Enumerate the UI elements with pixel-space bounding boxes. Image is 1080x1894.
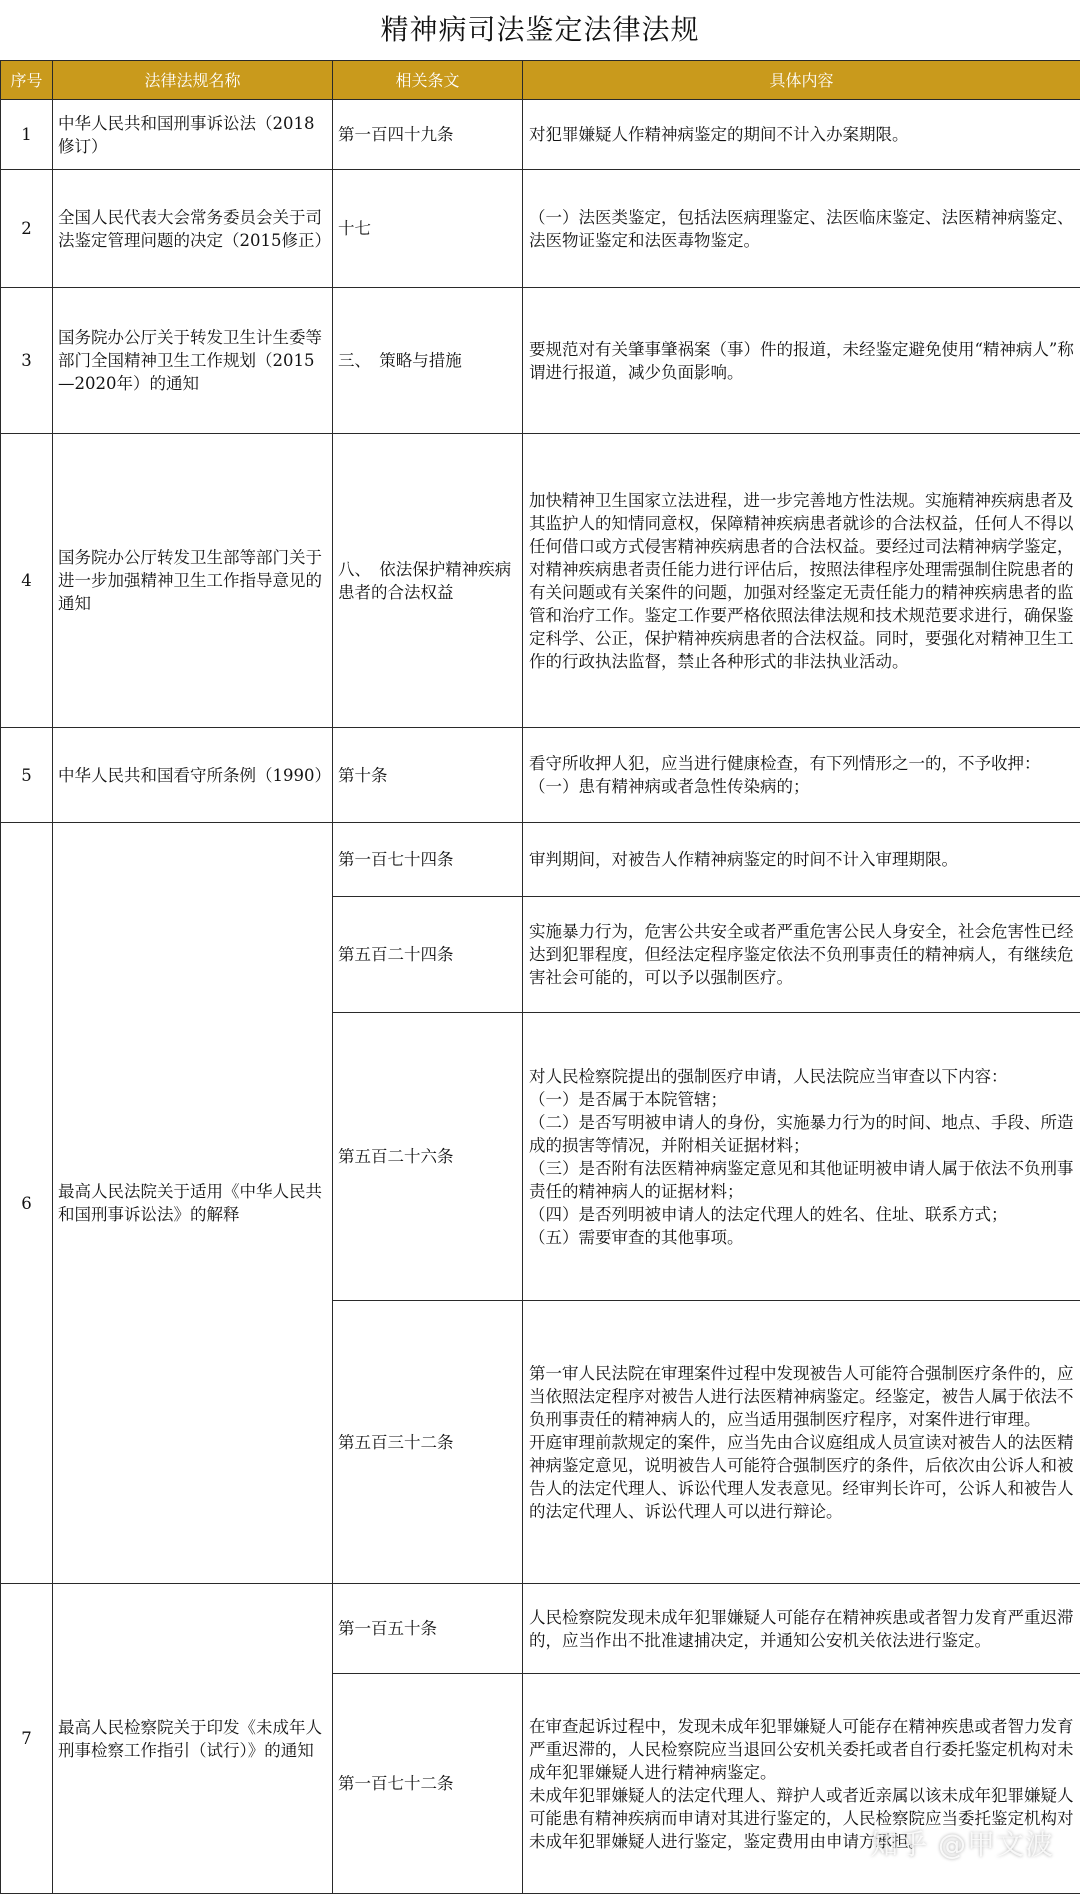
article-content: 在审查起诉过程中，发现未成年犯罪嫌疑人可能存在精神疾患或者智力发育严重迟滞的，人民检察院应当退回公安机关委托或者自行委托鉴定机构对未成年犯罪嫌疑人进行精神病鉴定。 未成年犯罪嫌疑人的法定代理人、辩护人或者近亲属以该未成年犯罪嫌疑人可能患有精神疾病而申请对其进行鉴定的，人民检察院应当委托鉴定机构对未成年犯罪嫌疑人进行鉴定，鉴定费用由申请方承担。 bbox=[523, 1674, 1080, 1894]
watermark: 知乎 @甲文波 bbox=[870, 1823, 1054, 1863]
header-content: 具体内容 bbox=[523, 61, 1080, 100]
table-row bbox=[1, 288, 1080, 434]
article-ref: 八、 依法保护精神疾病患者的合法权益 bbox=[333, 434, 523, 728]
law-name: 国务院办公厅关于转发卫生计生委等部门全国精神卫生工作规划（2015—2020年）的通知 bbox=[53, 288, 333, 434]
article-ref: 第一百五十条 bbox=[333, 1584, 523, 1674]
table-row bbox=[1, 1584, 1080, 1674]
row-no: 4 bbox=[1, 434, 53, 728]
article-ref: 第一百七十四条 bbox=[333, 823, 523, 897]
article-content: 审判期间，对被告人作精神病鉴定的时间不计入审理期限。 bbox=[523, 823, 1080, 897]
article-content: 对人民检察院提出的强制医疗申请，人民法院应当审查以下内容： （一）是否属于本院管辖； （二）是否写明被申请人的身份，实施暴力行为的时间、地点、手段、所造成的损害等情况，并附相关证据材料； （三）是否附有法医精神病鉴定意见和其他证明被申请人属于依法不负刑事责任的精神病人的证据材料； （四）是否列明被申请人的法定代理人的姓名、住址、联系方式； （五）需要审查的其他事项。 bbox=[523, 1013, 1080, 1301]
article-ref: 十七 bbox=[333, 170, 523, 288]
header-name: 法律法规名称 bbox=[53, 61, 333, 100]
row-no: 6 bbox=[1, 823, 53, 1584]
header-article: 相关条文 bbox=[333, 61, 523, 100]
article-content: 加快精神卫生国家立法进程，进一步完善地方性法规。实施精神疾病患者及其监护人的知情同意权，保障精神疾病患者就诊的合法权益，任何人不得以任何借口或方式侵害精神疾病患者的合法权益。要经过司法精神病学鉴定，对精神疾病患者责任能力进行评估后，按照法律程序处理需强制住院患者的有关问题或有关案件的问题，加强对经鉴定无责任能力的精神疾病患者的监管和治疗工作。鉴定工作要严格依照法律法规和技术规范要求进行，确保鉴定科学、公正，保护精神疾病患者的合法权益。同时，要强化对精神卫生工作的行政执法监督，禁止各种形式的非法执业活动。 bbox=[523, 434, 1080, 728]
law-name: 国务院办公厅转发卫生部等部门关于进一步加强精神卫生工作指导意见的通知 bbox=[53, 434, 333, 728]
law-name: 全国人民代表大会常务委员会关于司法鉴定管理问题的决定（2015修正） bbox=[53, 170, 333, 288]
row-no: 1 bbox=[1, 100, 53, 170]
article-content: 要规范对有关肇事肇祸案（事）件的报道，未经鉴定避免使用“精神病人”称谓进行报道，减少负面影响。 bbox=[523, 288, 1080, 434]
row-no: 2 bbox=[1, 170, 53, 288]
law-name: 中华人民共和国刑事诉讼法（2018修订） bbox=[53, 100, 333, 170]
article-ref: 第五百二十六条 bbox=[333, 1013, 523, 1301]
table-row bbox=[1, 434, 1080, 728]
article-content: 对犯罪嫌疑人作精神病鉴定的期间不计入办案期限。 bbox=[523, 100, 1080, 170]
article-ref: 第十条 bbox=[333, 728, 523, 823]
article-content: 人民检察院发现未成年犯罪嫌疑人可能存在精神疾患或者智力发育严重迟滞的，应当作出不批准逮捕决定，并通知公安机关依法进行鉴定。 bbox=[523, 1584, 1080, 1674]
row-no: 5 bbox=[1, 728, 53, 823]
article-ref: 第一百七十二条 bbox=[333, 1674, 523, 1894]
article-ref: 第五百二十四条 bbox=[333, 897, 523, 1013]
article-ref: 第五百三十二条 bbox=[333, 1301, 523, 1584]
table-row bbox=[1, 100, 1080, 170]
article-content: （一）法医类鉴定，包括法医病理鉴定、法医临床鉴定、法医精神病鉴定、法医物证鉴定和法医毒物鉴定。 bbox=[523, 170, 1080, 288]
table-row bbox=[1, 823, 1080, 897]
article-content: 实施暴力行为，危害公共安全或者严重危害公民人身安全，社会危害性已经达到犯罪程度，但经法定程序鉴定依法不负刑事责任的精神病人，有继续危害社会可能的，可以予以强制医疗。 bbox=[523, 897, 1080, 1013]
row-no: 7 bbox=[1, 1584, 53, 1894]
article-content: 第一审人民法院在审理案件过程中发现被告人可能符合强制医疗条件的，应当依照法定程序对被告人进行法医精神病鉴定。经鉴定，被告人属于依法不负刑事责任的精神病人的，应当适用强制医疗程序，对案件进行审理。 开庭审理前款规定的案件，应当先由合议庭组成人员宣读对被告人的法医精神病鉴定意见，说明被告人可能符合强制医疗的条件，后依次由公诉人和被告人的法定代理人、诉讼代理人发表意见。经审判长许可，公诉人和被告人的法定代理人、诉讼代理人可以进行辩论。 bbox=[523, 1301, 1080, 1584]
article-content: 看守所收押人犯，应当进行健康检查，有下列情形之一的，不予收押： （一）患有精神病或者急性传染病的； bbox=[523, 728, 1080, 823]
regulations-table bbox=[0, 60, 1080, 1894]
header-no: 序号 bbox=[1, 61, 53, 100]
table-row bbox=[1, 170, 1080, 288]
law-name: 中华人民共和国看守所条例（1990） bbox=[53, 728, 333, 823]
article-ref: 三、 策略与措施 bbox=[333, 288, 523, 434]
page-title: 精神病司法鉴定法律法规 bbox=[0, 0, 1080, 60]
row-no: 3 bbox=[1, 288, 53, 434]
table-header-row bbox=[1, 61, 1080, 100]
law-name: 最高人民法院关于适用《中华人民共和国刑事诉讼法》的解释 bbox=[53, 823, 333, 1584]
law-name: 最高人民检察院关于印发《未成年人刑事检察工作指引（试行）》的通知 bbox=[53, 1584, 333, 1894]
table-row bbox=[1, 728, 1080, 823]
article-ref: 第一百四十九条 bbox=[333, 100, 523, 170]
